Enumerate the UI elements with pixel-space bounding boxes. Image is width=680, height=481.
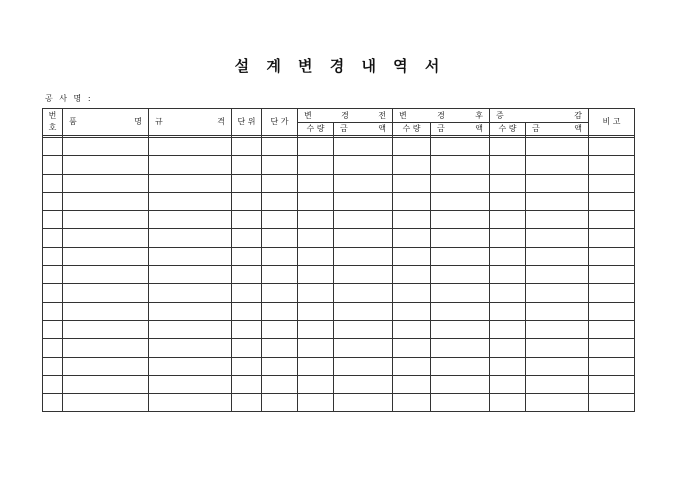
table-cell [43,284,63,302]
table-cell [298,266,334,284]
table-cell [43,375,63,393]
table-cell [43,320,63,338]
table-cell [262,266,298,284]
table-cell [149,284,232,302]
table-cell [232,192,262,210]
table-cell [526,138,589,156]
table-cell [298,211,334,229]
table-cell [490,302,526,320]
table-row [43,284,635,302]
table-cell [232,320,262,338]
table-cell [63,394,149,412]
table-cell [334,247,393,265]
table-row [43,138,635,156]
table-cell [490,339,526,357]
table-cell [393,247,431,265]
table-cell [298,339,334,357]
table-cell [149,302,232,320]
table-cell [334,211,393,229]
table-cell [589,375,635,393]
table-cell [149,339,232,357]
table-cell [232,174,262,192]
table-cell [490,229,526,247]
table-cell [262,320,298,338]
table-cell [526,156,589,174]
table-cell [526,266,589,284]
table-cell [232,339,262,357]
table-cell [262,211,298,229]
table-cell [149,229,232,247]
table-cell [262,339,298,357]
table-cell [149,192,232,210]
table-cell [393,211,431,229]
table-cell [334,174,393,192]
header-item-name: 품 명 [63,109,149,136]
document-title: 설 계 변 경 내 역 서 [234,57,446,75]
table-cell [149,174,232,192]
header-delta-amount: 금 액 [526,123,589,136]
header-after-change: 변 경 후 [393,109,490,123]
table-cell [262,357,298,375]
table-row [43,156,635,174]
table-cell [490,211,526,229]
table-cell [393,284,431,302]
table-cell [334,284,393,302]
table-cell [298,375,334,393]
table-cell [262,192,298,210]
table-cell [43,192,63,210]
table-cell [431,284,490,302]
table-cell [431,302,490,320]
table-cell [589,156,635,174]
table-cell [334,375,393,393]
header-increase-decrease: 증 감 [490,109,589,123]
table-cell [526,357,589,375]
table-cell [298,357,334,375]
table-cell [43,229,63,247]
table-cell [490,375,526,393]
table-cell [431,375,490,393]
project-name-label: 공 사 명 : [45,94,93,103]
table-cell [262,375,298,393]
table-cell [262,284,298,302]
header-after-amount: 금 액 [431,123,490,136]
table-row [43,320,635,338]
table-cell [490,394,526,412]
header-before-change: 변 경 전 [298,109,393,123]
header-before-qty: 수 량 [298,123,334,136]
table-cell [232,266,262,284]
table-cell [490,247,526,265]
table-cell [526,394,589,412]
table-cell [262,394,298,412]
table-cell [526,247,589,265]
table-cell [589,357,635,375]
table-cell [63,284,149,302]
table-row [43,357,635,375]
table-cell [490,357,526,375]
table-cell [526,211,589,229]
table-cell [431,192,490,210]
table-cell [63,266,149,284]
table-cell [232,156,262,174]
table-cell [63,302,149,320]
table-cell [431,357,490,375]
table-cell [43,211,63,229]
table-cell [589,320,635,338]
table-cell [43,174,63,192]
table-cell [43,357,63,375]
table-cell [232,138,262,156]
table-cell [232,247,262,265]
table-cell [431,339,490,357]
table-cell [589,247,635,265]
table-cell [431,247,490,265]
table-cell [262,229,298,247]
table-row [43,174,635,192]
table-cell [589,284,635,302]
table-cell [526,320,589,338]
table-cell [334,320,393,338]
table-cell [298,394,334,412]
table-cell [393,266,431,284]
table-cell [393,156,431,174]
table-cell [393,302,431,320]
table-cell [262,156,298,174]
table-cell [63,138,149,156]
table-row [43,375,635,393]
table-cell [334,192,393,210]
table-cell [490,192,526,210]
table-cell [298,192,334,210]
table-cell [262,302,298,320]
table-cell [298,138,334,156]
table-cell [393,394,431,412]
table-cell [589,302,635,320]
table-cell [526,229,589,247]
table-row [43,394,635,412]
table-cell [43,302,63,320]
table-cell [149,375,232,393]
table-cell [149,138,232,156]
table-cell [63,339,149,357]
table-cell [393,357,431,375]
table-cell [589,394,635,412]
table-cell [298,247,334,265]
table-cell [526,284,589,302]
table-cell [63,229,149,247]
table-cell [232,375,262,393]
table-cell [393,375,431,393]
header-spec: 규 격 [149,109,232,136]
table-cell [334,229,393,247]
table-cell [334,302,393,320]
table-cell [298,302,334,320]
table-cell [149,357,232,375]
table-cell [334,156,393,174]
table-cell [589,211,635,229]
table-cell [43,394,63,412]
header-unit-price: 단 가 [262,109,298,136]
table-row [43,266,635,284]
table-cell [232,211,262,229]
table-cell [589,192,635,210]
change-detail-table [42,108,635,412]
table-cell [334,266,393,284]
table-cell [334,357,393,375]
table-cell [63,320,149,338]
table-cell [431,394,490,412]
table-cell [63,174,149,192]
table-cell [63,192,149,210]
table-cell [298,229,334,247]
table-cell [232,284,262,302]
header-after-qty: 수 량 [393,123,431,136]
table-cell [526,339,589,357]
table-cell [490,156,526,174]
table-cell [490,138,526,156]
table-cell [490,320,526,338]
table-cell [262,174,298,192]
table-cell [63,357,149,375]
table-cell [43,247,63,265]
table-cell [232,302,262,320]
table-row [43,302,635,320]
table-cell [393,320,431,338]
table-row [43,229,635,247]
table-cell [149,394,232,412]
table-cell [149,156,232,174]
table-cell [43,339,63,357]
table-cell [431,229,490,247]
table-cell [589,266,635,284]
table-cell [149,320,232,338]
table-cell [43,266,63,284]
table-cell [431,156,490,174]
header-delta-qty: 수 량 [490,123,526,136]
table-cell [431,211,490,229]
table-cell [334,138,393,156]
table-cell [232,357,262,375]
table-cell [63,375,149,393]
header-number: 번 호 [43,109,63,136]
table-cell [490,266,526,284]
table-cell [490,284,526,302]
table-cell [262,247,298,265]
table-cell [298,174,334,192]
table-cell [393,174,431,192]
table-cell [63,247,149,265]
table-cell [526,174,589,192]
table-cell [393,192,431,210]
table-cell [526,302,589,320]
table-cell [298,156,334,174]
table-cell [393,339,431,357]
table-cell [589,339,635,357]
table-cell [262,138,298,156]
table-cell [526,375,589,393]
table-cell [393,229,431,247]
header-unit: 단 위 [232,109,262,136]
table-cell [232,394,262,412]
table-cell [63,211,149,229]
table-cell [149,247,232,265]
table-cell [334,339,393,357]
table-cell [43,156,63,174]
table-cell [589,138,635,156]
table-cell [431,138,490,156]
table-row [43,247,635,265]
table-cell [589,174,635,192]
table-row [43,211,635,229]
table-cell [589,229,635,247]
table-cell [431,266,490,284]
table-cell [490,174,526,192]
header-before-amount: 금 액 [334,123,393,136]
table-row [43,339,635,357]
table-row [43,192,635,210]
table-cell [149,266,232,284]
table-cell [334,394,393,412]
table-cell [232,229,262,247]
table-cell [431,320,490,338]
table-cell [43,138,63,156]
table-cell [298,320,334,338]
table-cell [431,174,490,192]
table-cell [298,284,334,302]
table-cell [63,156,149,174]
table-cell [149,211,232,229]
table-cell [393,138,431,156]
header-remarks: 비 고 [589,109,635,136]
table-cell [526,192,589,210]
